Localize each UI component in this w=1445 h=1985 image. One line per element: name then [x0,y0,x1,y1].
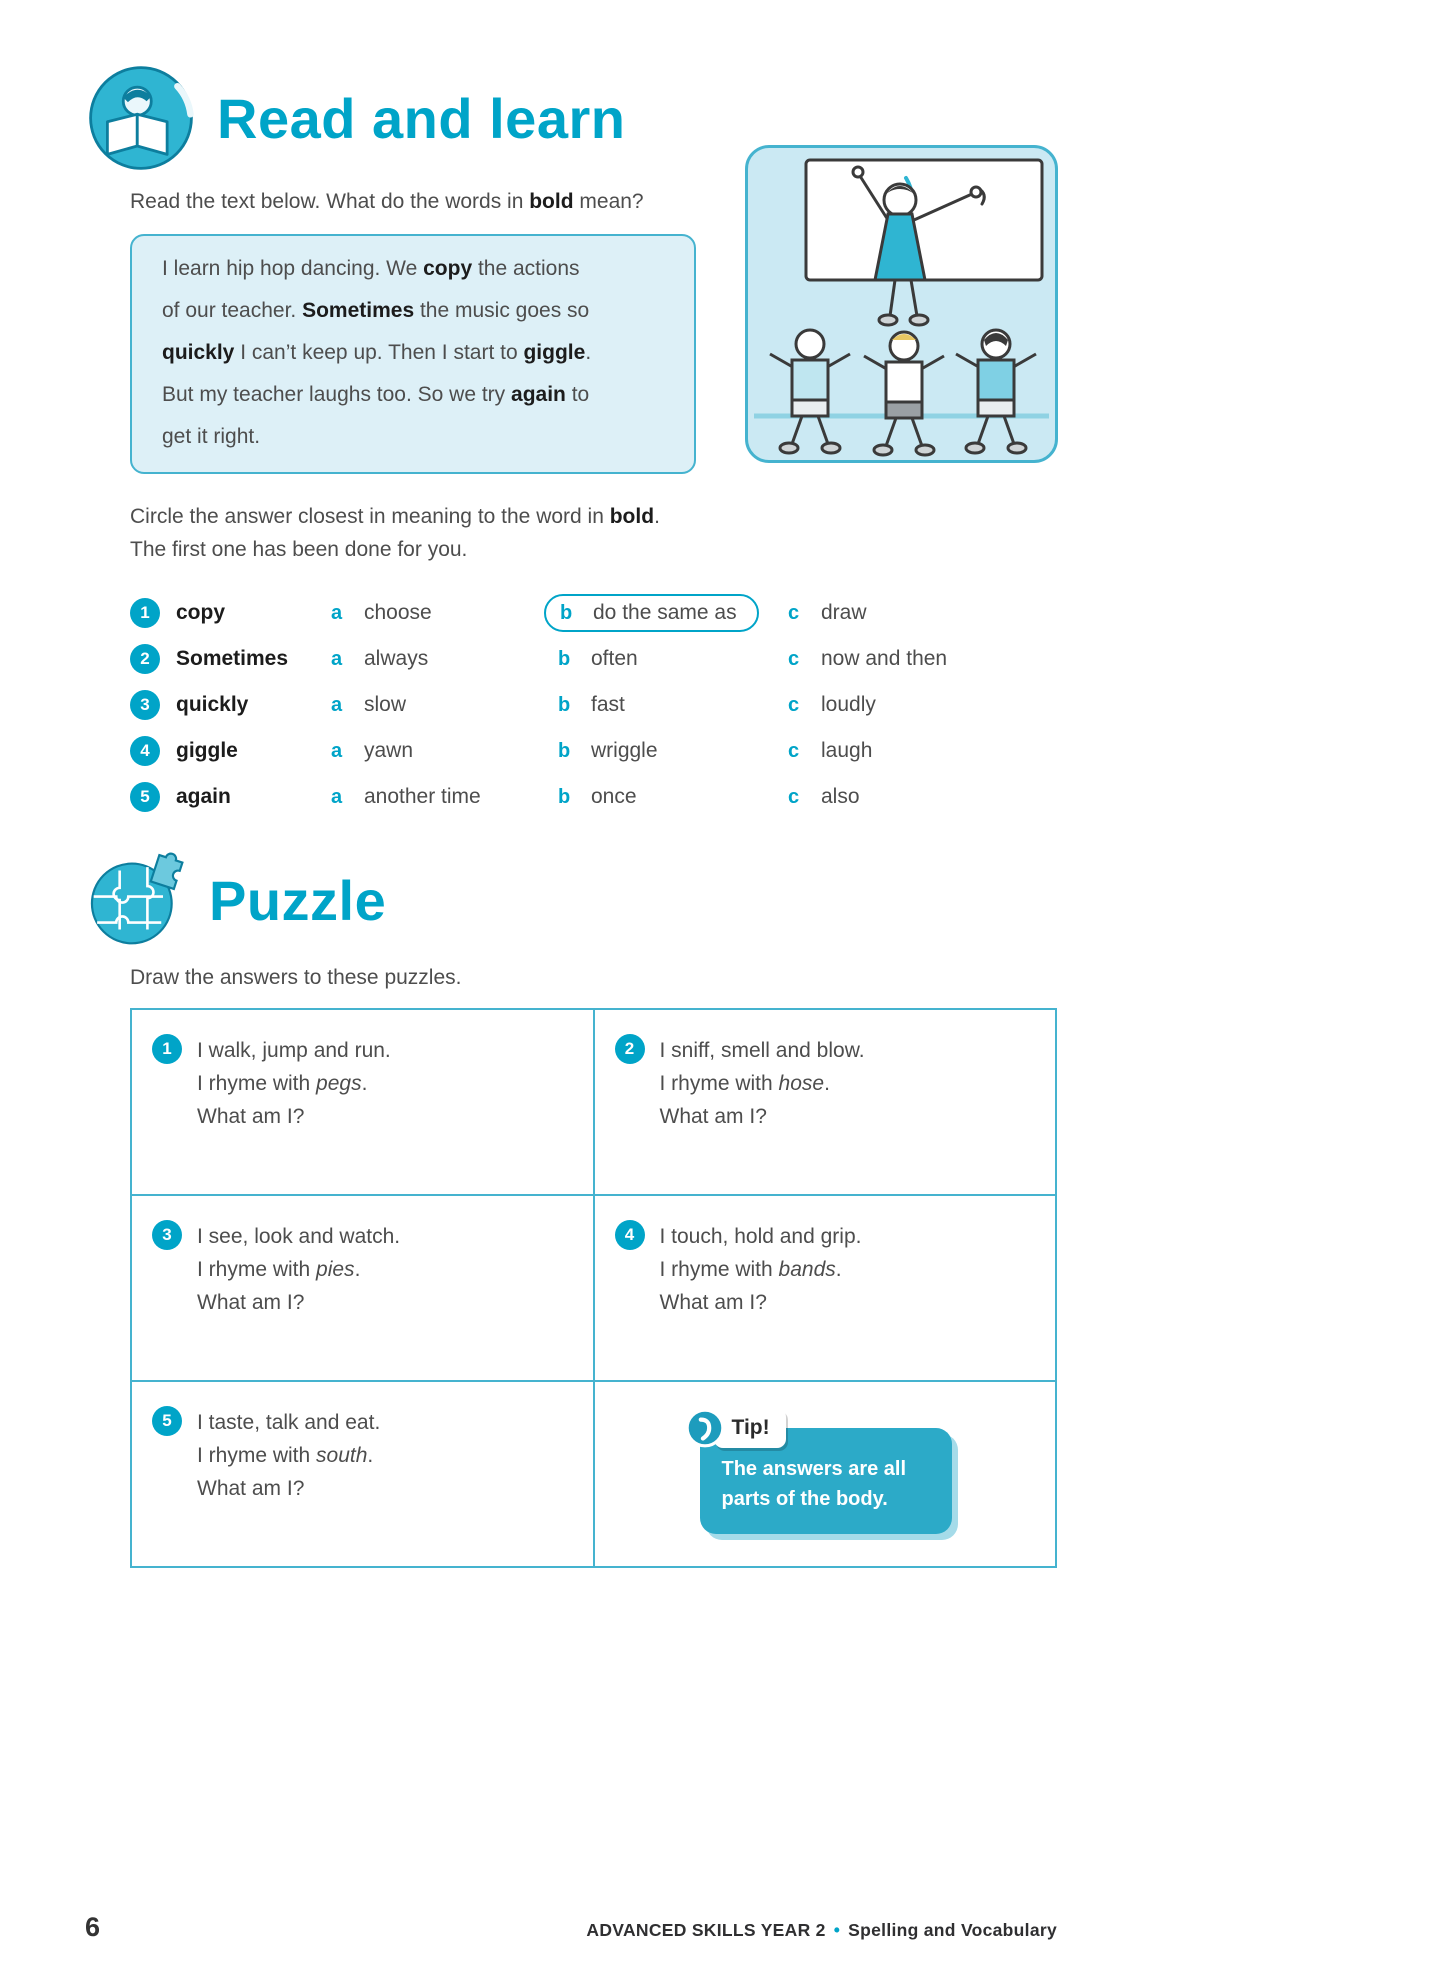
option-text: laugh [821,739,873,762]
puzzle-number-badge: 2 [615,1034,645,1064]
rhyme-text: . [835,1258,842,1281]
puzzle-question-line: What am I? [197,1291,305,1314]
option-letter: b [558,693,571,716]
puzzle-clue-line: I taste, talk and eat. [197,1411,381,1434]
option-letter: b [560,601,573,624]
puzzle-cell-2[interactable] [595,1010,1058,1196]
option-cell [558,785,788,809]
puzzle-cell-5[interactable] [132,1382,595,1568]
option-text: slow [364,693,407,716]
question-number-badge: 5 [130,782,160,812]
option-text: yawn [364,739,414,762]
instruction-text: Circle the answer closest in meaning to the word in [130,505,610,528]
option-b[interactable] [558,693,625,717]
option-a[interactable] [331,785,481,809]
puzzle-clue-line: I walk, jump and run. [197,1039,391,1062]
option-letter: a [331,647,343,670]
option-text: fast [591,693,625,716]
instruction-text: . [654,505,660,528]
puzzle-rhyme-line [660,1067,865,1100]
option-cell [331,647,558,671]
circle-answer-instruction [130,500,1445,566]
option-b[interactable] [558,785,637,809]
rhyme-text: I rhyme with [197,1258,317,1281]
tip-text: The answers are all parts of the body. [721,1458,907,1510]
option-cell [331,785,558,809]
option-c[interactable] [788,785,860,809]
puzzle-question-line: What am I? [659,1105,767,1128]
question-number-badge: 2 [130,644,160,674]
text-segment: to [565,383,590,406]
section-title-puzzle: Puzzle [209,868,387,932]
footer-separator: • [833,1920,841,1940]
rhyme-text: . [367,1444,374,1467]
question-row-1 [130,590,1445,636]
rhyme-word: pies [316,1258,355,1281]
bold-word: again [511,383,566,406]
text-segment: get it right. [162,425,261,448]
option-text: draw [821,601,867,624]
instruction-text: Read the text below. What do the words in [130,190,530,213]
student-figure-2 [864,332,944,455]
puzzle-cell-3[interactable] [132,1196,595,1382]
option-cell [331,693,558,717]
tip-box [700,1416,952,1534]
option-cell [788,647,1445,671]
option-text: often [591,647,638,670]
instruction-line-1 [130,500,1445,533]
option-c[interactable] [788,693,876,717]
rhyme-word: south [316,1444,368,1467]
bold-word: Sometimes [302,299,415,322]
puzzle-instruction: Draw the answers to these puzzles. [130,966,462,989]
option-letter: c [788,739,800,762]
question-number-badge: 4 [130,736,160,766]
option-text: choose [364,601,432,624]
puzzle-cell-4[interactable] [595,1196,1058,1382]
puzzle-tip-cell [595,1382,1058,1568]
text-segment: . [585,341,592,364]
puzzle-question-line: What am I? [659,1291,767,1314]
bold-word: bold [529,190,574,213]
option-letter: a [331,693,343,716]
option-text: once [591,785,637,808]
option-letter: b [558,785,571,808]
option-cell [331,739,558,763]
option-cell [331,601,558,625]
rhyme-word: bands [778,1258,836,1281]
rhyme-text: I rhyme with [659,1072,779,1095]
footer-subject: Spelling and Vocabulary [848,1920,1057,1940]
puzzle-number-badge: 5 [152,1406,182,1436]
rhyme-word: pegs [316,1072,362,1095]
option-a[interactable] [331,693,406,717]
question-number-badge: 3 [130,690,160,720]
footer-title [586,1920,1057,1941]
question-row-2 [130,636,1445,682]
option-text: now and then [821,647,948,670]
puzzle-question-line: What am I? [197,1105,305,1128]
option-cell [788,739,1445,763]
option-letter: c [788,601,800,624]
bold-word: giggle [523,341,586,364]
option-text: also [821,785,860,808]
puzzle-clue-line: I see, look and watch. [197,1225,401,1248]
option-a[interactable] [331,647,428,671]
text-segment: the music goes so [414,299,590,322]
option-text: always [364,647,429,670]
puzzle-clue-line: I touch, hold and grip. [659,1225,862,1248]
option-letter: c [788,647,800,670]
puzzle-rhyme-line [197,1253,400,1286]
text-segment: But my teacher laughs too. So we try [162,383,512,406]
whiteboard [806,160,1042,280]
text-segment: I learn hip hop dancing. We [162,257,424,280]
boy-reading-book-icon [85,62,197,174]
puzzle-header [85,848,1445,952]
rhyme-text: . [361,1072,368,1095]
option-cell [788,785,1445,809]
option-letter: c [788,693,800,716]
option-letter: c [788,785,800,808]
option-b[interactable] [558,647,638,671]
option-cell [558,693,788,717]
option-cell [558,739,788,763]
section-title-read-and-learn: Read and learn [217,86,626,150]
option-b[interactable] [558,739,658,763]
reading-passage-box [130,234,696,474]
option-letter: b [558,647,571,670]
question-number-badge: 1 [130,598,160,628]
puzzle-number-badge: 1 [152,1034,182,1064]
option-c[interactable] [788,601,867,625]
question-word: copy [176,601,226,624]
option-cell [788,693,1445,717]
classroom-illustration [745,145,1058,463]
classroom-illustration-svg [748,148,1055,460]
tip-tab [684,1407,786,1449]
text-segment: the actions [472,257,580,280]
puzzle-table [130,1008,1057,1568]
option-cell [558,594,788,632]
student-figure-3 [956,330,1036,453]
tip-label: Tip! [714,1408,786,1448]
puzzle-number-badge: 3 [152,1220,182,1250]
question-row-3 [130,682,1445,728]
bold-word: quickly [162,341,235,364]
speech-curl-icon [684,1407,726,1449]
rhyme-text: I rhyme with [659,1258,779,1281]
text-segment: of our teacher. [162,299,303,322]
option-a[interactable] [331,601,432,625]
puzzle-number-badge: 4 [615,1220,645,1250]
option-cell [558,647,788,671]
rhyme-text: . [824,1072,830,1095]
option-text: do the same as [593,601,737,624]
puzzle-rhyme-line [197,1439,380,1472]
option-c[interactable] [788,647,947,671]
page-footer [85,1912,1057,1943]
option-b-circled-answer[interactable] [544,594,759,632]
instruction-line-2: The first one has been done for you. [130,538,468,561]
puzzle-rhyme-line [660,1253,862,1286]
rhyme-word: hose [778,1072,825,1095]
question-word: Sometimes [176,647,289,670]
option-letter: a [331,601,343,624]
question-row-5 [130,774,1445,820]
puzzle-clue-line: I sniff, smell and blow. [659,1039,865,1062]
option-c[interactable] [788,739,872,763]
question-word: again [176,785,231,808]
option-letter: b [558,739,571,762]
rhyme-text: . [354,1258,361,1281]
question-word: giggle [176,739,238,762]
page-number: 6 [85,1912,101,1942]
student-figure-1 [770,330,850,453]
question-word: quickly [176,693,249,716]
option-text: loudly [821,693,876,716]
puzzle-rhyme-line [197,1067,391,1100]
bold-word: bold [609,505,655,528]
option-text: another time [364,785,481,808]
puzzle-cell-1[interactable] [132,1010,595,1196]
option-letter: a [331,739,343,762]
rhyme-text: I rhyme with [197,1072,317,1095]
footer-series: ADVANCED SKILLS YEAR 2 [586,1920,826,1940]
option-cell [788,601,1445,625]
text-segment: I can’t keep up. Then I start to [234,341,524,364]
question-row-4 [130,728,1445,774]
puzzle-globe-icon [85,848,189,952]
option-a[interactable] [331,739,413,763]
instruction-text: mean? [573,190,644,213]
multiple-choice-questions [130,590,1445,820]
option-letter: a [331,785,343,808]
rhyme-text: I rhyme with [197,1444,317,1467]
bold-word: copy [423,257,473,280]
puzzle-question-line: What am I? [197,1477,305,1500]
option-text: wriggle [591,739,658,762]
